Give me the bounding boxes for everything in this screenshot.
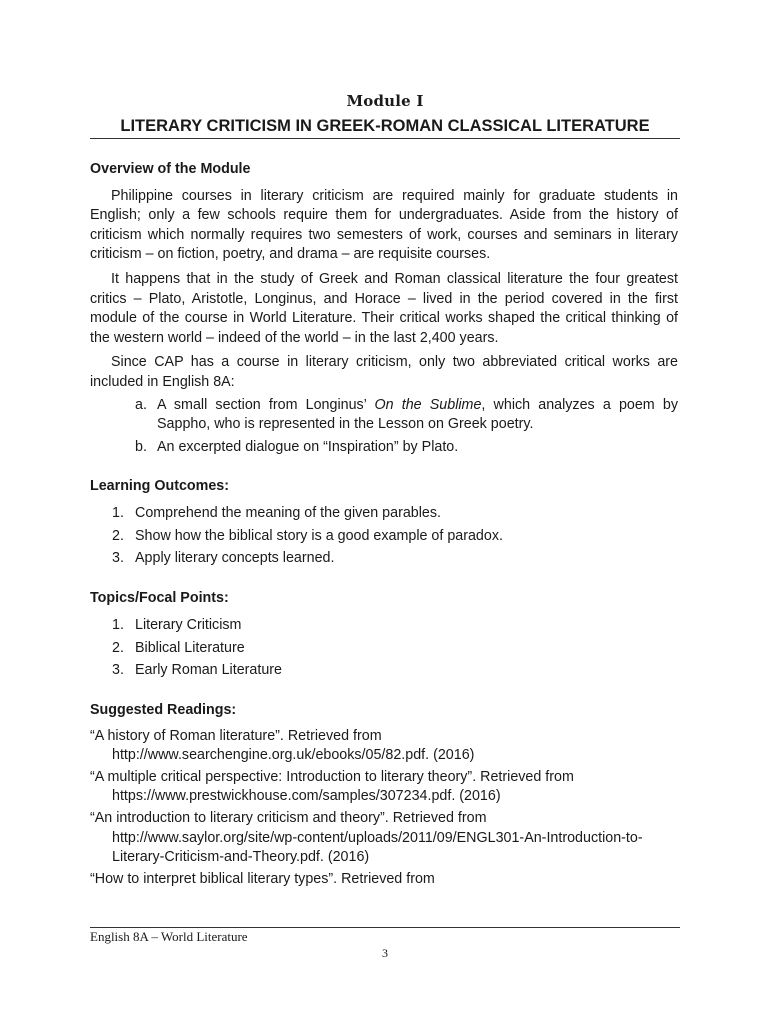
list-item <box>90 549 678 569</box>
list-marker: 2. <box>112 639 124 656</box>
list-item <box>90 527 678 547</box>
suggested-readings-heading: Suggested Readings: <box>90 702 237 719</box>
list-marker: a. <box>135 396 147 413</box>
list-item <box>90 438 678 458</box>
list-item <box>90 616 678 636</box>
document-page <box>90 0 680 1024</box>
list-item-text: An excerpted dialogue on “Inspiration” by Plato. <box>157 438 459 455</box>
learning-outcomes-list <box>90 504 678 569</box>
overview-heading: Overview of the Module <box>90 161 251 177</box>
list-item <box>90 639 678 659</box>
overview-paragraph: It happens that in the study of Greek and Roman classical literature the four greatest critics – Plato, Aristotle, Longinus, and Horace – lived in the period covered in the first module of the course in World Literature. Their critical works shaped the critical thinking of the western world – indeed of the world – in the last 2,400 years. <box>90 270 678 346</box>
list-marker: 2. <box>112 527 124 544</box>
learning-outcomes-heading: Learning Outcomes: <box>90 478 230 495</box>
main-content <box>90 160 678 891</box>
topics-heading: Topics/Focal Points: <box>90 589 229 606</box>
list-item-text: A small section from Longinus’ <box>157 396 375 413</box>
list-item-text: Biblical Literature <box>135 639 245 656</box>
footer-course-label: English 8A – World Literature <box>90 929 248 944</box>
list-item-text: Comprehend the meaning of the given parables. <box>135 504 441 521</box>
reading-title: “A history of Roman literature”. Retrieved from <box>90 727 382 744</box>
learning-outcomes-section <box>90 477 678 568</box>
topics-section <box>90 589 678 681</box>
footer-divider <box>90 927 680 928</box>
list-item <box>90 396 678 435</box>
reading-link[interactable]: https://www.prestwickhouse.com/samples/307234.pdf. (2016) <box>112 788 501 805</box>
list-item <box>90 661 678 681</box>
reading-entry <box>90 768 678 807</box>
reading-title: “An introduction to literary criticism and theory”. Retrieved from <box>90 810 487 827</box>
list-item-text: Show how the biblical story is a good example of paradox. <box>135 527 503 544</box>
reading-entry <box>90 809 678 868</box>
list-item-text: , which analyzes a poem by Sappho, who is represented in the Lesson on Greek poetry. <box>157 396 678 433</box>
list-marker: 1. <box>112 504 124 521</box>
reading-link[interactable]: http://www.saylor.org/site/wp-content/uploads/2011/09/ENGL301-An-Introduction-to-Literary-Criticism-and-Theory.pdf. (2016) <box>112 829 643 866</box>
list-item-text: Literary Criticism <box>135 617 242 634</box>
reading-title: “A multiple critical perspective: Introduction to literary theory”. Retrieved from <box>90 768 574 785</box>
list-marker: 3. <box>112 662 124 679</box>
page-number: 3 <box>382 946 388 960</box>
list-marker: 3. <box>112 550 124 567</box>
overview-paragraph: Since CAP has a course in literary criticism, only two abbreviated critical works are included in English 8A: <box>90 354 678 390</box>
module-title: LITERARY CRITICISM IN GREEK-ROMAN CLASSICAL LITERATURE <box>90 116 680 139</box>
module-label: Module I <box>346 92 424 110</box>
reading-title: “How to interpret biblical literary types”. Retrieved from <box>90 870 435 887</box>
list-marker: 1. <box>112 617 124 634</box>
suggested-readings-section <box>90 701 678 889</box>
list-item <box>90 504 678 524</box>
reading-entry <box>90 727 678 766</box>
overview-section <box>90 160 678 457</box>
list-item-text: Apply literary concepts learned. <box>135 550 335 567</box>
reading-link[interactable]: http://www.searchengine.org.uk/ebooks/05/82.pdf. (2016) <box>112 747 475 764</box>
list-marker: b. <box>135 438 147 455</box>
list-item-text: Early Roman Literature <box>135 662 283 679</box>
reading-entry <box>90 870 678 890</box>
work-title: On the Sublime <box>374 396 482 413</box>
critical-works-list <box>90 396 678 458</box>
overview-paragraph: Philippine courses in literary criticism are required mainly for graduate students in English; only a few schools require them for undergraduates. Aside from the history of criticism which normally requires two semesters of work, courses and seminars in literary criticism – on fiction, poetry, and drama – are requisite courses. <box>90 187 678 263</box>
topics-list <box>90 616 678 681</box>
